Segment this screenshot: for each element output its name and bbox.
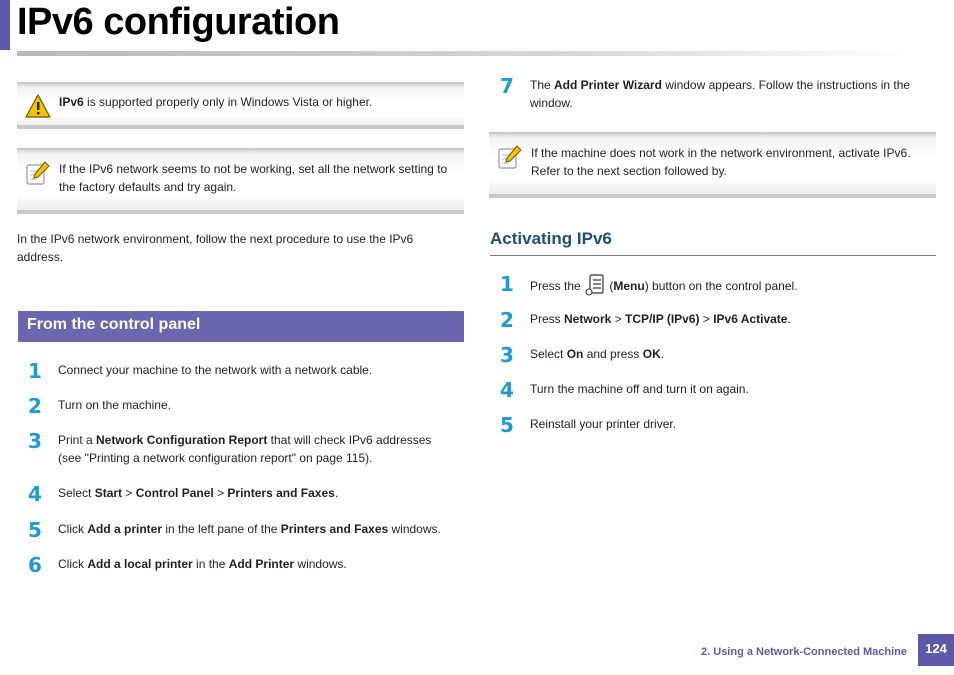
- step-line: [530, 274, 950, 296]
- step-line2: window.: [530, 96, 573, 110]
- step-line2: (see "Printing a network configuration report" on page 115).: [58, 451, 373, 465]
- step-fragment: Reinstall your printer driver.: [530, 417, 677, 431]
- warning-rest: is supported properly only in Windows Vista or higher.: [83, 95, 373, 109]
- activate-note-text: [531, 144, 935, 180]
- section-rule: [490, 255, 936, 256]
- step-text: [530, 415, 950, 433]
- step-fragment: Press the: [530, 279, 585, 293]
- section-bar-control-panel: From the control panel: [18, 311, 464, 342]
- network-note-line2: the factory defaults and try again.: [59, 180, 237, 194]
- step-line: [58, 484, 478, 502]
- step-text: [530, 380, 950, 398]
- step-fragment: Select: [58, 486, 95, 500]
- step-text: [530, 76, 950, 112]
- step-bold: OK: [642, 347, 661, 361]
- step-fragment: .: [787, 312, 791, 326]
- step-fragment: in the left pane of the: [162, 522, 281, 536]
- step-text: [58, 431, 478, 467]
- step-bold: IPv6 Activate: [713, 312, 788, 326]
- step-line: [530, 380, 950, 398]
- step-bold: Network: [564, 312, 612, 326]
- step-line: [58, 555, 478, 573]
- step-line: [530, 415, 950, 433]
- intro-line1: In the IPv6 network environment, follow the next procedure to use the IPv6: [17, 232, 414, 246]
- step-number: 6: [28, 553, 42, 577]
- step-bold: On: [566, 347, 584, 361]
- step-number: 1: [28, 359, 42, 383]
- step-text: [58, 555, 478, 573]
- activate-note: [489, 132, 936, 198]
- step-fragment: >: [611, 312, 626, 326]
- step-fragment: Click: [58, 522, 88, 536]
- step-bold: TCP/IP (IPv6): [625, 312, 700, 326]
- step-fragment: window appears. Follow the instructions in the: [661, 78, 911, 92]
- step-bold: Control Panel: [135, 486, 214, 500]
- title-rule: [17, 51, 917, 56]
- step-fragment: Turn the machine off and turn it on again.: [530, 382, 749, 396]
- step-number: 2: [500, 308, 514, 332]
- step-number: 3: [500, 343, 514, 367]
- step-number: 4: [28, 482, 42, 506]
- activate-note-line1: If the machine does not work in the network environment, activate IPv6.: [531, 146, 911, 160]
- step-text: [530, 274, 950, 296]
- step-fragment: and press: [583, 347, 643, 361]
- step-number: 2: [28, 394, 42, 418]
- step-bold: Start: [94, 486, 123, 500]
- step-fragment: Turn on the machine.: [58, 398, 171, 412]
- page-title: IPv6 configuration: [17, 1, 340, 43]
- step-text: [58, 484, 478, 502]
- step-fragment: ) button on the control panel.: [644, 279, 798, 293]
- step-line: [58, 431, 478, 449]
- step-line: [530, 345, 950, 363]
- step-bold: Printers and Faxes: [280, 522, 389, 536]
- step-bold: Add Printer Wizard: [554, 78, 662, 92]
- step-fragment: Select: [530, 347, 567, 361]
- step-number: 5: [500, 413, 514, 437]
- network-note: [17, 148, 464, 214]
- step-fragment: >: [699, 312, 714, 326]
- step-fragment: windows.: [388, 522, 441, 536]
- step-fragment: windows.: [294, 557, 347, 571]
- step-number: 5: [28, 518, 42, 542]
- step-line: [530, 310, 950, 328]
- step-text: [58, 396, 478, 414]
- step-line: [58, 520, 478, 538]
- step-line: [530, 76, 950, 94]
- network-note-text: [59, 160, 463, 196]
- network-note-line1: If the IPv6 network seems to not be working, set all the network setting to: [59, 162, 448, 176]
- step-bold: Printers and Faxes: [227, 486, 335, 500]
- step-fragment: The: [530, 78, 555, 92]
- step-text: [58, 520, 478, 538]
- step-fragment: Click: [58, 557, 88, 571]
- step-bold: Add a printer: [87, 522, 163, 536]
- note-pencil-icon: [497, 144, 523, 170]
- step-number: 4: [500, 378, 514, 402]
- step-bold: Add a local printer: [87, 557, 193, 571]
- step-fragment: .: [660, 347, 665, 361]
- step-bold: Network Configuration Report: [96, 433, 268, 447]
- step-fragment: that will check IPv6 addresses: [267, 433, 432, 447]
- section-heading-activating-ipv6: Activating IPv6: [490, 229, 612, 248]
- title-accent-bar: [0, 0, 10, 50]
- intro-line2: address.: [17, 250, 64, 264]
- warning-triangle-icon: [25, 94, 51, 118]
- step-fragment: .: [334, 486, 339, 500]
- warning-note: [17, 82, 464, 129]
- step-line: [58, 361, 478, 379]
- step-fragment: Press: [530, 312, 565, 326]
- step-number: 3: [28, 429, 42, 453]
- step-line: [58, 396, 478, 414]
- step-text: [530, 310, 950, 328]
- step-fragment: in the: [192, 557, 229, 571]
- activate-note-line2: Refer to the next section followed by.: [531, 164, 727, 178]
- step-number: 1: [500, 272, 514, 296]
- note-pencil-icon: [25, 160, 51, 186]
- step-bold: Add Printer: [228, 557, 295, 571]
- step-fragment: >: [213, 486, 228, 500]
- page-number: 124: [918, 634, 954, 666]
- warning-text: [59, 93, 459, 111]
- menu-icon: [584, 279, 606, 293]
- intro-paragraph: [17, 230, 464, 266]
- warning-bold: IPv6: [59, 95, 84, 109]
- step-text: [58, 361, 478, 379]
- step-bold: Menu: [613, 279, 645, 293]
- step-number: 7: [500, 74, 514, 98]
- step-fragment: Print a: [58, 433, 97, 447]
- footer-chapter: 2. Using a Network-Connected Machine: [701, 646, 907, 658]
- step-text: [530, 345, 950, 363]
- step-fragment: Connect your machine to the network with a network cable.: [58, 363, 373, 377]
- step-fragment: >: [122, 486, 136, 500]
- step-fragment: (: [606, 279, 614, 293]
